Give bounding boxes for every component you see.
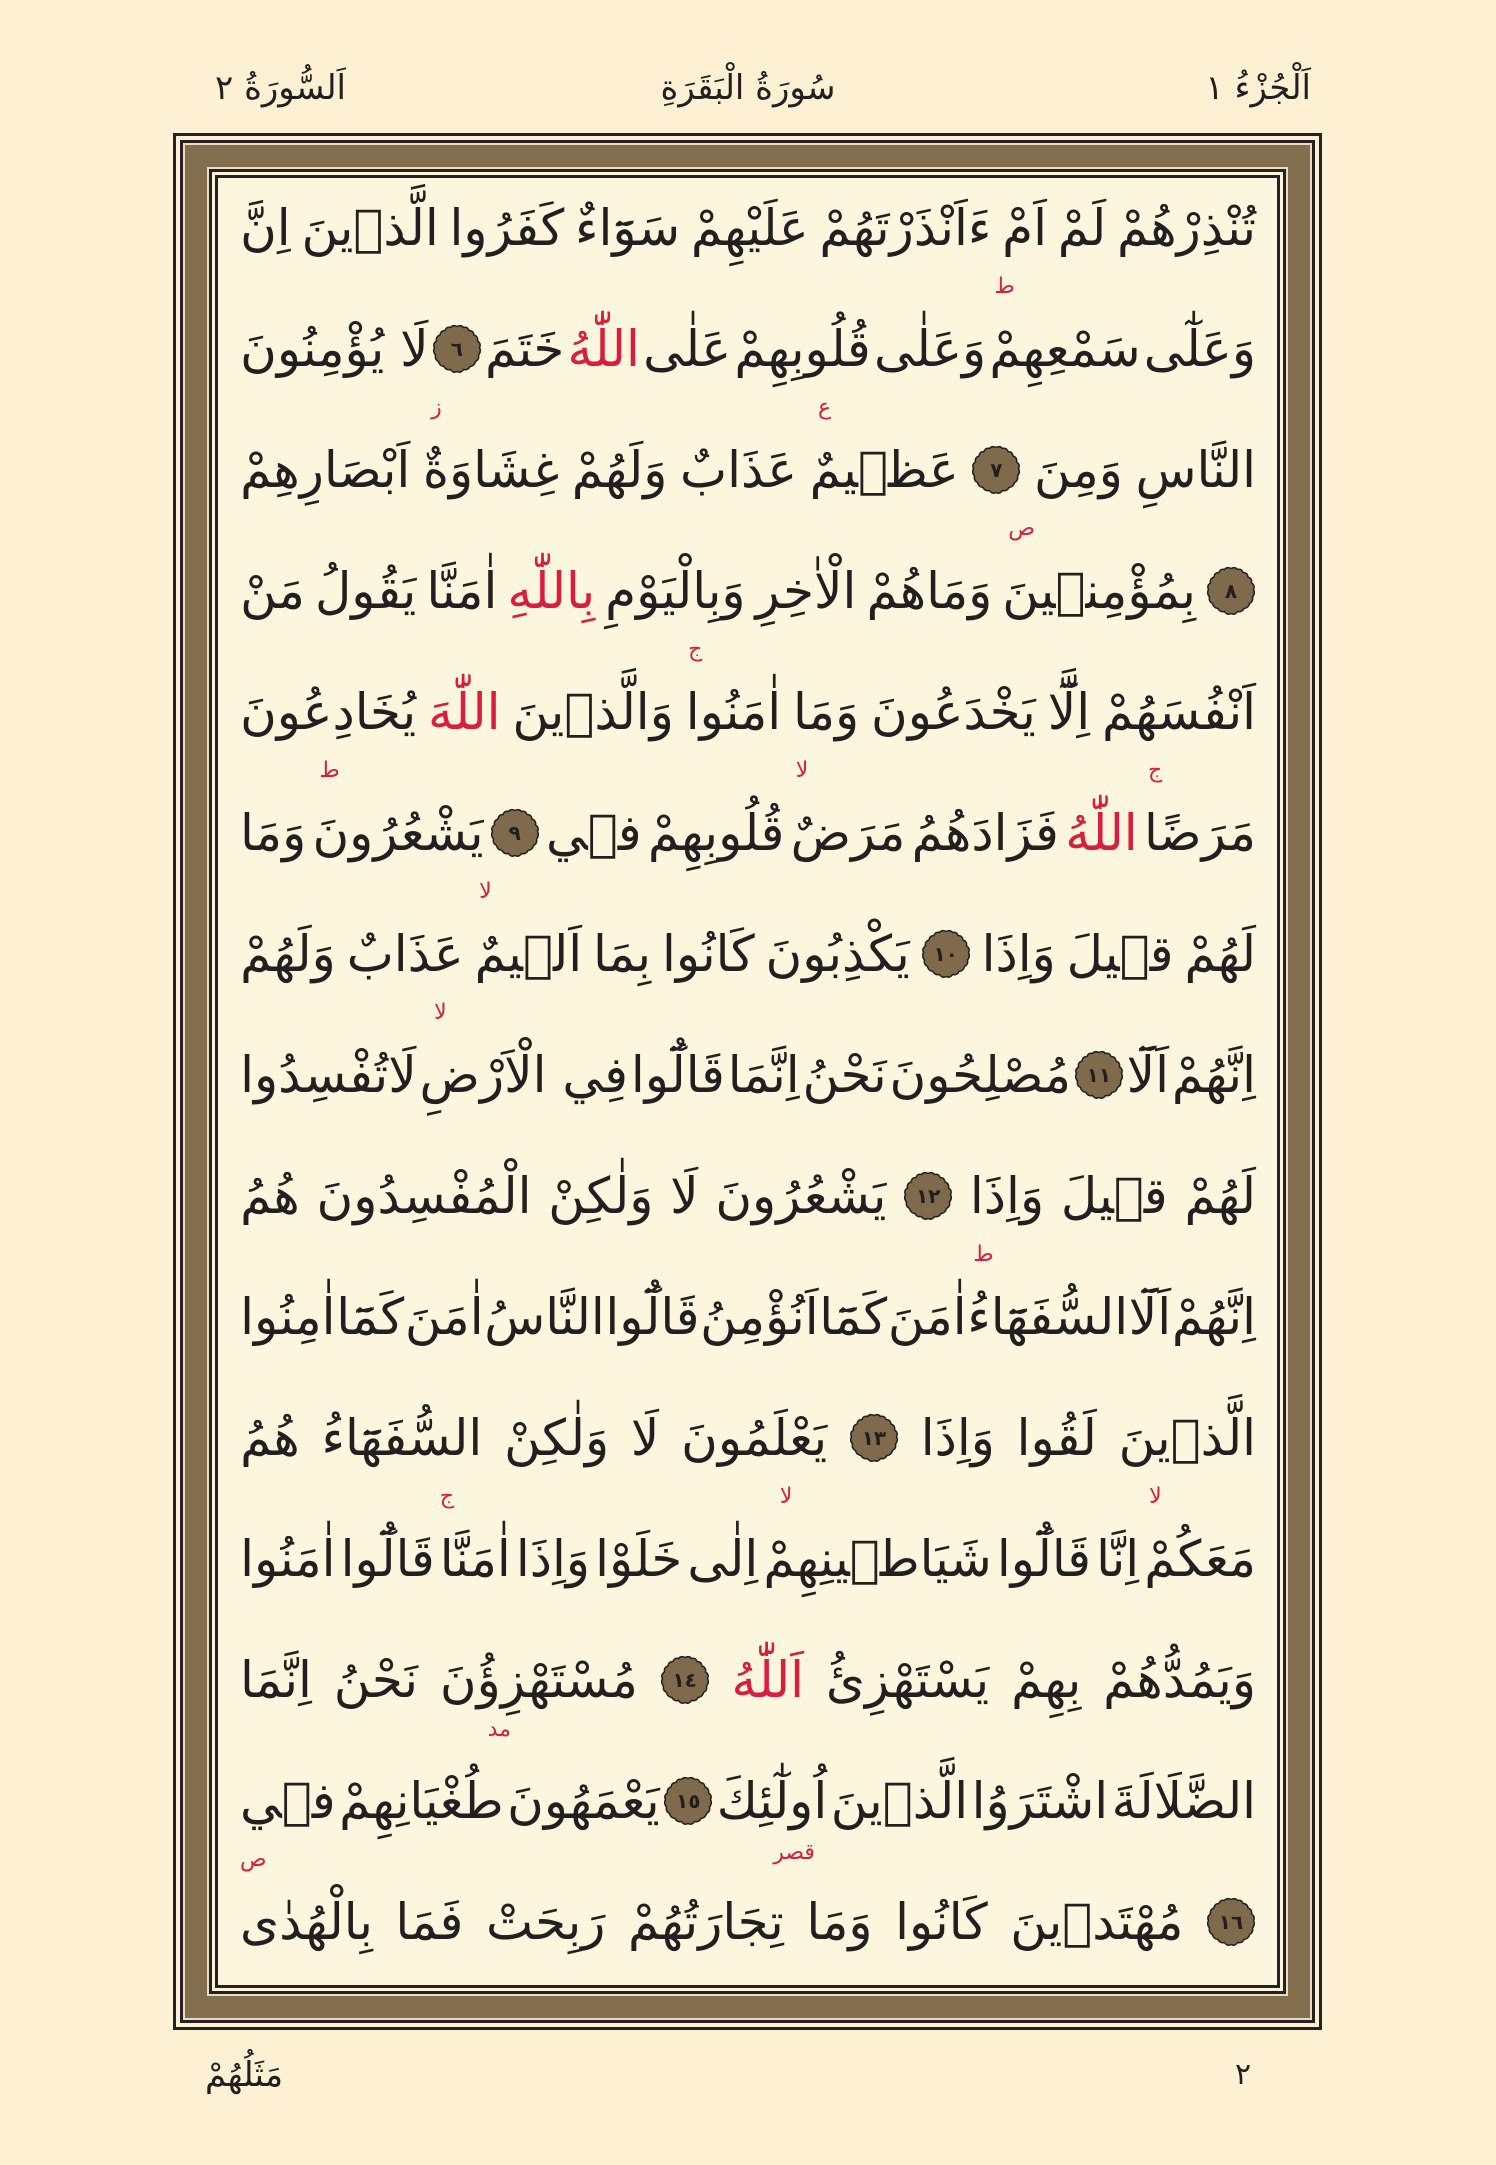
word: لَمْ — [1057, 199, 1107, 257]
verse-marker-6: ٦ — [432, 324, 482, 374]
word: اٰمَنَ — [887, 1288, 967, 1346]
word: كَانُوا — [661, 925, 755, 983]
word: اِلَّٓا — [1047, 683, 1091, 741]
word: ءَاَنْذَرْتَهُمْ — [819, 199, 992, 257]
word: وَلَهُمْ — [571, 441, 668, 499]
word: سَوَٓاءٌ — [575, 199, 681, 257]
word: شَيَاط۪ينِهِمْ لا — [763, 1484, 992, 1588]
word: وَمَا — [793, 683, 860, 741]
word: اِنَّمَا — [727, 1046, 800, 1104]
text-line-2 — [240, 274, 1256, 404]
word: عَظ۪يمٌ ع — [809, 395, 959, 499]
pause-mark: لا — [1149, 1484, 1162, 1509]
word: الَّذ۪ينَ — [301, 199, 439, 257]
qasr-mark: قصر — [773, 1840, 815, 1865]
word: وَبِالْيَوْمِ — [605, 562, 746, 620]
word: تِجَارَتُهُمْ — [627, 1893, 784, 1951]
word: يَقُولُ — [314, 562, 417, 620]
word: نَحْنُ — [802, 1046, 887, 1104]
word: اِلٰى — [687, 1530, 759, 1588]
page-number: ٢ — [1235, 2057, 1252, 2092]
word: مَنْ — [240, 562, 305, 620]
verse-marker-16: ١٦ — [1206, 1897, 1256, 1947]
word: يَشْعُرُونَ — [715, 1167, 887, 1225]
word: رَبِحَتْ — [486, 1893, 606, 1951]
word: خَلَوْا — [595, 1530, 683, 1588]
surah-title: سُورَةُ الْبَقَرَةِ — [660, 68, 836, 108]
word: اُولٰٓئِكَ قصر — [716, 1772, 828, 1865]
word: مَرَضٌ لا — [790, 758, 906, 862]
word: ق۪يلَ — [1060, 1167, 1168, 1225]
pause-mark: ج — [439, 1484, 454, 1509]
word: ق۪يلَ — [1066, 925, 1174, 983]
word: اٰمَنُوا — [240, 1530, 336, 1588]
word: الَّذ۪ينَ — [1118, 1409, 1256, 1467]
text-line-14 — [240, 1746, 1256, 1865]
word: لَهُمْ — [1184, 1167, 1256, 1225]
word: وَعَلٰٓى — [1143, 320, 1256, 378]
word: لَا — [630, 1409, 660, 1467]
word: وَمِنَ — [1033, 441, 1123, 499]
verse-marker-13: ١٣ — [849, 1413, 899, 1463]
pause-mark: ط — [973, 1242, 994, 1267]
madd-mark: مد — [487, 1717, 511, 1742]
pause-mark: ص — [240, 1847, 267, 1872]
word: فَزَادَهُمُ — [911, 804, 1059, 862]
word: الْمُفْسِدُونَ — [316, 1167, 532, 1225]
text-line-4 — [240, 516, 1256, 646]
word: يَخْدَعُونَ — [871, 683, 1036, 741]
word: بِمَا — [593, 925, 652, 983]
word: اٰمَنَ — [404, 1288, 484, 1346]
word: اَل۪يمٌ لا — [474, 879, 583, 983]
pause-mark: ز — [431, 395, 442, 420]
word: وَاِذَا — [515, 1530, 591, 1588]
word: قُلُوبِهِمْ — [647, 804, 785, 862]
word-allah: اللّٰهُ — [1065, 804, 1138, 862]
word: الَّذ۪ينَ — [830, 1772, 969, 1830]
word: وَمَاهُمْ — [866, 562, 993, 620]
word: وَمَا — [240, 804, 307, 862]
text-line-1 — [240, 173, 1256, 283]
word: يَعْمَهُونَ — [507, 1772, 660, 1830]
word: وَلَهُمْ — [240, 925, 336, 983]
pause-mark: ط — [319, 758, 340, 783]
word: كَمَٓا — [336, 1288, 405, 1346]
word: النَّاسِ — [1135, 441, 1256, 499]
surah-number-label: اَلسُّورَةُ ٢ — [215, 68, 347, 108]
word: فَمَا — [395, 1893, 464, 1951]
text-line-9 — [240, 1141, 1256, 1251]
word: وَاِذَا — [969, 1167, 1045, 1225]
word: تُنْذِرْهُمْ — [1116, 199, 1256, 257]
word: قُلُوبِهِمْ — [734, 320, 871, 378]
juz-label: اَلْجُزْءُ ١ — [1205, 68, 1311, 108]
verse-marker-14: ١٤ — [660, 1655, 710, 1705]
pause-mark: ط — [994, 274, 1015, 299]
text-line-8 — [240, 1000, 1256, 1130]
text-line-6 — [240, 758, 1256, 888]
word: كَفَرُوا — [449, 199, 565, 257]
word: لَاتُفْسِدُوا — [240, 1046, 417, 1104]
word: السُّفَهَٓاءُ — [321, 1409, 483, 1467]
verse-marker-9: ٩ — [490, 808, 540, 858]
word: اِنَّهُمْ — [1171, 1288, 1256, 1346]
word: هُمُ — [240, 1167, 300, 1225]
pause-mark: ج — [688, 637, 703, 662]
word: اٰمَنُوا ج — [685, 637, 782, 741]
word: يَسْتَهْزِئُ — [825, 1651, 990, 1709]
word: عَذَابٌ — [346, 925, 464, 983]
word: وَاِذَا — [981, 925, 1056, 983]
text-line-10 — [240, 1242, 1256, 1372]
verse-marker-8: ٨ — [1206, 566, 1256, 616]
word: وَيَمُدُّهُمْ — [1103, 1651, 1256, 1709]
word: خَتَمَ — [485, 320, 565, 378]
word: عَلٰى — [643, 320, 732, 378]
verse-marker-10: ١٠ — [921, 929, 971, 979]
pause-mark: لا — [795, 758, 809, 783]
word: اِنَّهُمْ — [1171, 1046, 1256, 1104]
word: كَانُوا — [895, 1893, 988, 1951]
word: السُّفَهَٓاءُ ط — [967, 1242, 1129, 1346]
text-line-5 — [240, 637, 1256, 767]
word: اٰمَنَّا ج — [439, 1484, 511, 1588]
verse-marker-7: ٧ — [971, 445, 1021, 495]
word: اَبْصَارِهِمْ — [240, 441, 411, 499]
word: وَلٰكِنْ — [504, 1409, 610, 1467]
word: هُمُ — [240, 1409, 300, 1467]
word: كَمَٓا — [819, 1288, 888, 1346]
word: اشْتَرَوُا — [971, 1772, 1109, 1830]
pause-mark: لا — [779, 1484, 793, 1509]
verse-marker-15: ١٥ — [663, 1776, 713, 1826]
word: الضَّلَالَةَ — [1111, 1772, 1256, 1830]
catchword: مَثَلُهُمْ — [205, 2055, 284, 2095]
word: اَنُؤْمِنُ — [700, 1288, 819, 1346]
word-allah: اللّٰهُ — [567, 320, 640, 378]
word: قَالُٓوا — [630, 1046, 725, 1104]
word: نَحْنُ — [333, 1651, 419, 1709]
word: وَلٰكِنْ — [548, 1167, 654, 1225]
word: يَعْلَمُونَ — [681, 1409, 828, 1467]
word-billah: بِاللّٰهِ — [507, 562, 596, 620]
word: يَشْعُرُونَ ط — [312, 758, 484, 862]
word: يَكْذِبُونَ — [765, 925, 910, 983]
word: وَعَلٰى — [874, 320, 987, 378]
word: ف۪ي — [546, 804, 642, 862]
word: ف۪ي — [240, 1772, 336, 1830]
word: اٰمَنَّا — [426, 562, 498, 620]
word: النَّاسُ — [484, 1288, 605, 1346]
text-line-7 — [240, 879, 1256, 1009]
quran-text-area — [222, 168, 1274, 1980]
word: بِالْهُدٰى ص — [240, 1847, 373, 1951]
word: يُخَادِعُونَ — [240, 683, 417, 741]
word: غِشَاوَةٌ ز — [422, 395, 560, 499]
word: فِي الْاَرْضِ لا — [419, 1000, 629, 1104]
word: بِمُؤْمِن۪ينَ ص — [1002, 516, 1196, 620]
word: اَمْ — [1002, 199, 1047, 257]
word: وَمَا — [806, 1893, 873, 1951]
word: سَمْعِهِمْ ط — [989, 274, 1141, 378]
verse-marker-12: ١٢ — [903, 1171, 953, 1221]
pause-mark: ج — [1148, 758, 1163, 783]
text-line-13 — [240, 1625, 1256, 1742]
word: قَالُٓوا — [340, 1530, 435, 1588]
verse-marker-11: ١١ — [1074, 1050, 1124, 1100]
pause-mark: ص — [1008, 516, 1035, 541]
word: قَالُٓوا — [605, 1288, 700, 1346]
word: الْاٰخِرِ — [755, 562, 857, 620]
word: اِنَّمَا — [240, 1651, 312, 1709]
word: طُغْيَانِهِمْ — [339, 1772, 504, 1830]
word: اَلَٓا — [1128, 1288, 1172, 1346]
word: مَعَكُمْ لا — [1144, 1484, 1256, 1588]
word: عَلَيْهِمْ — [690, 199, 809, 257]
word: قَالُٓوا — [996, 1530, 1091, 1588]
word: مُصْلِحُونَ — [889, 1046, 1072, 1104]
text-line-3 — [240, 395, 1256, 525]
word: وَالَّذ۪ينَ — [512, 683, 674, 741]
pause-mark: ع — [817, 395, 832, 420]
word-allah: اللّٰهَ — [428, 683, 501, 741]
word: مَرَضًا ج — [1143, 758, 1256, 862]
word: مُهْتَد۪ينَ — [1010, 1893, 1184, 1951]
word: اَلَٓا — [1126, 1046, 1170, 1104]
word: لَا — [670, 1167, 699, 1225]
word: اِنَّا — [1096, 1530, 1140, 1588]
word: بِهِمْ — [1011, 1651, 1082, 1709]
pause-mark: لا — [434, 1000, 447, 1025]
word: لَا يُؤْمِنُونَ — [240, 320, 429, 378]
word: وَاِذَا — [920, 1409, 995, 1467]
word: اَنْفُسَهُمْ — [1101, 683, 1256, 741]
word: عَذَابٌ — [680, 441, 798, 499]
text-line-12 — [240, 1484, 1256, 1614]
word: اٰمِنُوا — [240, 1288, 336, 1346]
pause-mark: لا — [479, 879, 492, 904]
word-allah: اَللّٰهُ — [731, 1651, 805, 1709]
word: لَهُمْ — [1184, 925, 1256, 983]
word: اِنَّ — [240, 199, 291, 257]
word: لَقُوا — [1016, 1409, 1097, 1467]
word: مُسْتَهْزِؤُنَ مد — [439, 1651, 638, 1742]
text-line-11 — [240, 1383, 1256, 1493]
